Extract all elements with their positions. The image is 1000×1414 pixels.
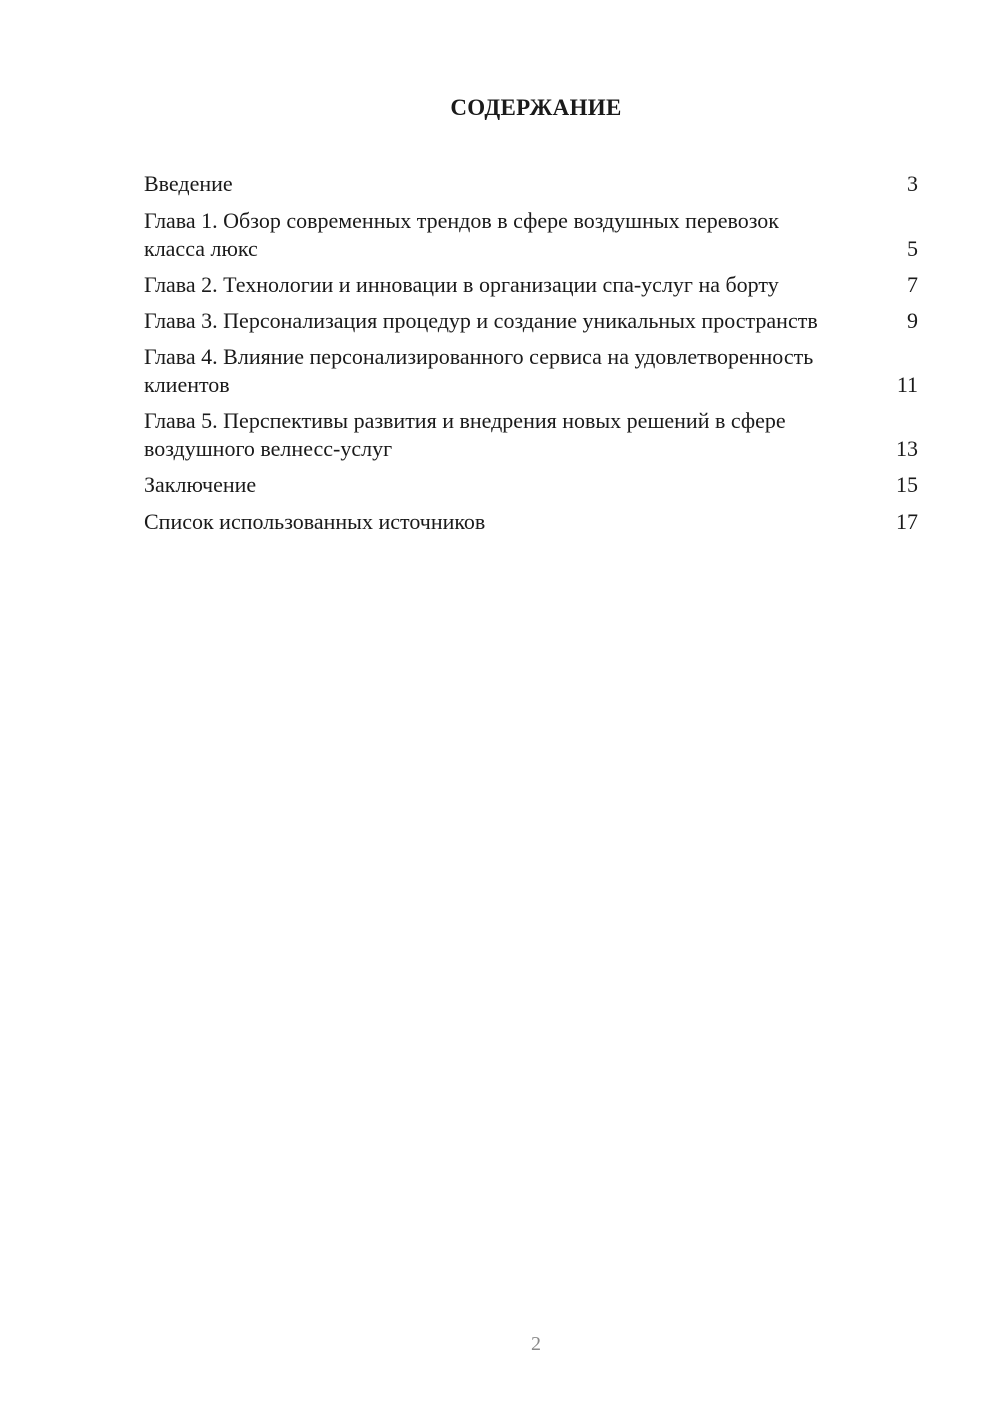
- toc-entry-text: Глава 5. Перспективы развития и внедрения новых решений в сфере воздушного велнесс-услуг: [144, 408, 786, 461]
- toc-entry-text: Заключение: [144, 472, 257, 497]
- toc-entry-chapter-5[interactable]: [144, 407, 918, 463]
- toc-entry-page: 7: [907, 272, 918, 297]
- toc-entry-chapter-4[interactable]: [144, 343, 918, 399]
- toc-entry-page: 13: [896, 436, 918, 461]
- toc-entry-text: Введение: [144, 171, 233, 196]
- toc-entry-text: Список использованных источников: [144, 509, 486, 534]
- toc-entry-chapter-3[interactable]: [144, 307, 918, 335]
- toc-entry-chapter-2[interactable]: [144, 271, 918, 299]
- toc-entry-page: 11: [896, 372, 918, 397]
- toc-entry-page: 3: [907, 171, 918, 196]
- toc-entry-references[interactable]: [144, 508, 918, 536]
- toc-entry-text: Глава 1. Обзор современных трендов в сфере воздушных перевозок класса люкс: [144, 208, 779, 261]
- toc-entry-text: Глава 4. Влияние персонализированного сервиса на удовлетворенность клиентов: [144, 344, 814, 397]
- toc-title: СОДЕРЖАНИЕ: [450, 95, 622, 120]
- page-number: 2: [531, 1333, 541, 1355]
- toc-entry-page: 5: [907, 236, 918, 261]
- table-of-contents: [144, 170, 918, 545]
- toc-entry-introduction[interactable]: [144, 170, 918, 198]
- toc-entry-page: 17: [896, 509, 918, 534]
- toc-entry-page: 15: [896, 472, 918, 497]
- toc-entry-conclusion[interactable]: [144, 471, 918, 499]
- toc-entry-page: 9: [907, 308, 918, 333]
- toc-entry-chapter-1[interactable]: [144, 207, 918, 263]
- toc-entry-text: Глава 3. Персонализация процедур и создание уникальных пространств: [144, 308, 818, 333]
- toc-entry-text: Глава 2. Технологии и инновации в организации спа-услуг на борту: [144, 272, 779, 297]
